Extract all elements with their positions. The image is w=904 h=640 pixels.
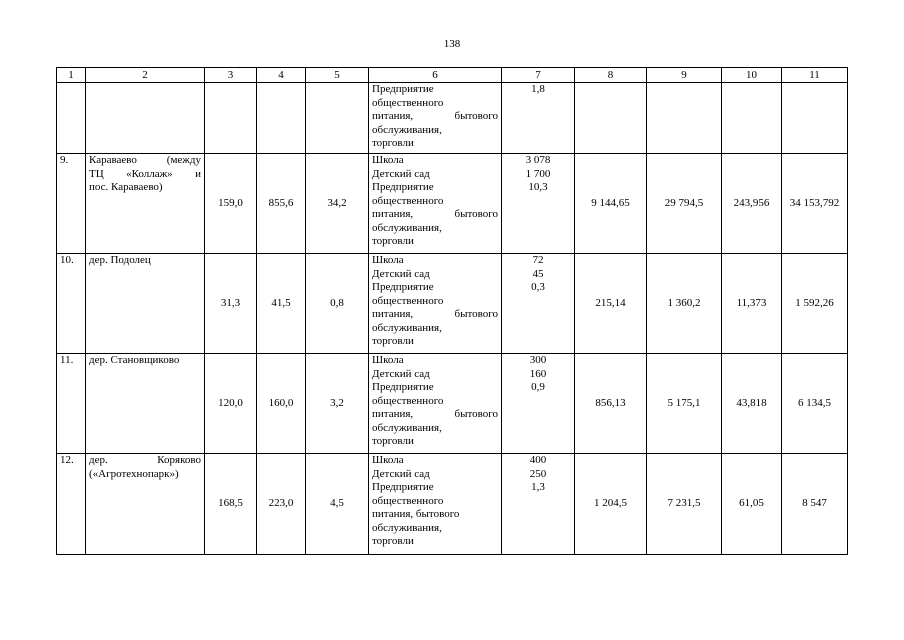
object-line [372, 335, 498, 349]
capacity-value: 400 [529, 454, 547, 466]
object-word: питания, [372, 308, 414, 320]
settlement-name-cell [86, 454, 205, 555]
object-line [372, 381, 498, 395]
object-line [372, 422, 498, 436]
settlement-name-line [89, 154, 201, 168]
value-cell-c3 [205, 83, 257, 154]
objects-cell [369, 154, 502, 254]
value-cell-c11: 8 547 [782, 454, 848, 555]
objects-cell [369, 354, 502, 454]
capacity-cell [502, 354, 575, 454]
objects-cell [369, 454, 502, 555]
object-word: Школа [372, 254, 404, 266]
header-cell: 6 [369, 68, 502, 83]
row-number-cell: 12. [57, 454, 86, 555]
object-line [372, 354, 498, 368]
objects-cell [369, 254, 502, 354]
header-cell: 9 [647, 68, 722, 83]
object-word: Школа [372, 354, 404, 366]
value-cell-c9: 1 360,2 [647, 254, 722, 354]
object-line [372, 535, 498, 549]
object-word: торговли [372, 137, 414, 149]
value-cell-c3: 120,0 [205, 354, 257, 454]
object-line [372, 322, 498, 336]
capacity-value: 45 [532, 267, 544, 280]
header-cell: 8 [575, 68, 647, 83]
settlement-name-word: (между [166, 154, 201, 166]
page-number: 138 [443, 38, 461, 50]
value-cell-c5 [306, 83, 369, 154]
header-row [57, 68, 848, 83]
object-line [372, 468, 498, 482]
object-line [372, 124, 498, 138]
object-word: Предприятие [372, 481, 434, 493]
object-line [372, 454, 498, 468]
header-cell: 10 [722, 68, 782, 83]
object-word: торговли [372, 435, 414, 447]
object-line [372, 508, 498, 522]
value-cell-c11: 6 134,5 [782, 354, 848, 454]
settlement-name-word: Караваево [89, 154, 137, 166]
object-word: Детский сад [372, 167, 430, 180]
object-word: Школа [372, 154, 404, 166]
value-cell-c9: 7 231,5 [647, 454, 722, 555]
object-word: общественного [372, 394, 444, 407]
settlement-name-line [89, 354, 201, 368]
value-cell-c9: 29 794,5 [647, 154, 722, 254]
settlement-name-word: «Коллаж» [126, 167, 173, 180]
value-cell-c4: 41,5 [257, 254, 306, 354]
object-word: обслуживания, [372, 521, 442, 534]
object-line [372, 195, 498, 209]
table-row [57, 154, 848, 254]
settlement-name-line [89, 168, 201, 182]
settlement-name-line [89, 454, 201, 468]
table-row [57, 254, 848, 354]
row-number-cell [57, 83, 86, 154]
row-number-cell: 9. [57, 154, 86, 254]
value-cell-c10: 243,956 [722, 154, 782, 254]
settlement-name-line [89, 181, 201, 195]
object-word: общественного [372, 294, 444, 307]
object-line [372, 208, 498, 222]
value-cell-c9 [647, 83, 722, 154]
capacity-value: 1,3 [531, 481, 545, 493]
table-row [57, 454, 848, 555]
object-word: торговли [372, 535, 414, 547]
object-line [372, 395, 498, 409]
object-word: Предприятие [372, 83, 434, 95]
value-cell-c5: 34,2 [306, 154, 369, 254]
object-line [372, 222, 498, 236]
value-cell-c4: 160,0 [257, 354, 306, 454]
object-line [372, 168, 498, 182]
capacity-cell [502, 254, 575, 354]
object-word: обслуживания, [372, 221, 442, 234]
capacity-cell [502, 154, 575, 254]
header-cell: 7 [502, 68, 575, 83]
objects-cell [369, 83, 502, 154]
object-line [372, 154, 498, 168]
value-cell-c5: 4,5 [306, 454, 369, 555]
object-word: общественного [372, 96, 444, 109]
object-line [372, 522, 498, 536]
capacity-cell [502, 454, 575, 555]
object-word: Предприятие [372, 381, 434, 393]
object-word: Предприятие [372, 281, 434, 293]
capacity-cell [502, 83, 575, 154]
object-word: питания, [372, 408, 414, 420]
object-line [372, 254, 498, 268]
object-line [372, 368, 498, 382]
object-word: бытового [454, 110, 498, 122]
object-line [372, 435, 498, 449]
capacity-value: 72 [532, 254, 544, 266]
object-line [372, 495, 498, 509]
object-line [372, 408, 498, 422]
settlement-name-line [89, 254, 201, 268]
data-table [56, 67, 848, 555]
capacity-value: 0,9 [531, 381, 545, 393]
settlement-name-line [89, 468, 201, 482]
value-cell-c5: 0,8 [306, 254, 369, 354]
object-word: Детский сад [372, 467, 430, 480]
object-line [372, 137, 498, 151]
value-cell-c11: 34 153,792 [782, 154, 848, 254]
value-cell-c10 [722, 83, 782, 154]
value-cell-c5: 3,2 [306, 354, 369, 454]
object-word: торговли [372, 235, 414, 247]
capacity-value: 160 [529, 367, 547, 380]
object-line [372, 281, 498, 295]
value-cell-c3: 31,3 [205, 254, 257, 354]
value-cell-c8: 856,13 [575, 354, 647, 454]
capacity-value: 10,3 [528, 181, 548, 193]
settlement-name-cell [86, 254, 205, 354]
value-cell-c4: 223,0 [257, 454, 306, 555]
value-cell-c9: 5 175,1 [647, 354, 722, 454]
settlement-name-word: пос. Караваево) [89, 181, 163, 193]
value-cell-c3: 159,0 [205, 154, 257, 254]
header-cell: 3 [205, 68, 257, 83]
object-word: обслуживания, [372, 321, 442, 334]
settlement-name-cell [86, 83, 205, 154]
object-word: питания, [372, 208, 414, 220]
header-cell: 4 [257, 68, 306, 83]
object-line [372, 308, 498, 322]
row-number-cell: 10. [57, 254, 86, 354]
object-line [372, 110, 498, 124]
object-word: Предприятие [372, 181, 434, 193]
object-word: Детский сад [372, 367, 430, 380]
value-cell-c8: 9 144,65 [575, 154, 647, 254]
settlement-name-word: («Агротехнопарк») [89, 467, 179, 480]
value-cell-c10: 61,05 [722, 454, 782, 555]
object-line [372, 83, 498, 97]
header-cell: 1 [57, 68, 86, 83]
table-row [57, 83, 848, 154]
settlement-name-word: ТЦ [89, 167, 104, 180]
settlement-name-word: дер. Подолец [89, 254, 151, 266]
object-line [372, 295, 498, 309]
object-line [372, 268, 498, 282]
value-cell-c10: 43,818 [722, 354, 782, 454]
object-word: обслуживания, [372, 123, 442, 136]
capacity-value: 250 [529, 467, 547, 480]
value-cell-c4 [257, 83, 306, 154]
settlement-name-cell [86, 354, 205, 454]
header-cell: 11 [782, 68, 848, 83]
table-row [57, 354, 848, 454]
value-cell-c4: 855,6 [257, 154, 306, 254]
object-word: питания, [372, 110, 414, 122]
value-cell-c10: 11,373 [722, 254, 782, 354]
value-cell-c11 [782, 83, 848, 154]
capacity-value: 300 [529, 354, 547, 366]
object-word: Школа [372, 454, 404, 466]
object-word: торговли [372, 335, 414, 347]
object-word: бытового [454, 408, 498, 420]
object-word: Детский сад [372, 267, 430, 280]
settlement-name-cell [86, 154, 205, 254]
object-word: общественного [372, 494, 444, 507]
settlement-name-word: и [195, 167, 201, 180]
value-cell-c8: 215,14 [575, 254, 647, 354]
settlement-name-word: Коряково [157, 454, 201, 466]
object-word: бытового [454, 208, 498, 220]
value-cell-c8: 1 204,5 [575, 454, 647, 555]
capacity-value: 1,8 [531, 83, 545, 95]
capacity-value: 3 078 [525, 154, 551, 166]
object-line [372, 181, 498, 195]
object-word: общественного [372, 194, 444, 207]
value-cell-c11: 1 592,26 [782, 254, 848, 354]
row-number-cell: 11. [57, 354, 86, 454]
settlement-name-word: дер. [89, 454, 108, 466]
object-word: питания, бытового [372, 508, 460, 520]
header-cell: 2 [86, 68, 205, 83]
header-cell: 5 [306, 68, 369, 83]
object-line [372, 481, 498, 495]
value-cell-c8 [575, 83, 647, 154]
capacity-value: 0,3 [531, 281, 545, 293]
object-word: бытового [454, 308, 498, 320]
object-line [372, 235, 498, 249]
capacity-value: 1 700 [525, 167, 551, 180]
value-cell-c3: 168,5 [205, 454, 257, 555]
settlement-name-word: дер. Становщиково [89, 354, 180, 366]
object-word: обслуживания, [372, 421, 442, 434]
object-line [372, 97, 498, 111]
